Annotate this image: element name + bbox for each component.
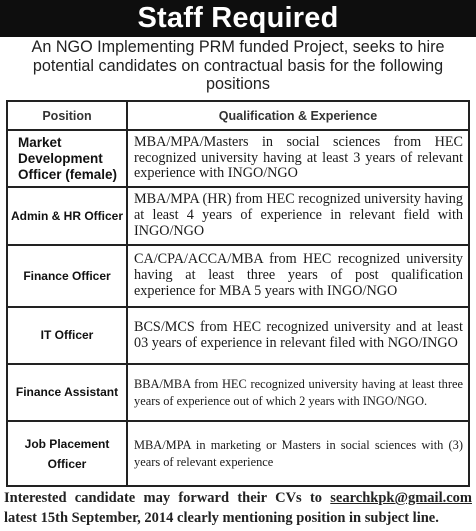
footer-text-after: latest 15th September, 2014 clearly mentioning position in subject line. xyxy=(4,510,439,526)
table-row xyxy=(7,245,469,307)
position-name: Job Placement Officer xyxy=(7,421,127,486)
qualification-text: BCS/MCS from HEC recognized university and at least 03 years of experience in relevant filed with NGO/INGO xyxy=(127,307,469,364)
column-header-position: Position xyxy=(7,101,127,130)
table-header-row xyxy=(7,101,469,130)
table-row xyxy=(7,364,469,421)
intro-text: An NGO Implementing PRM funded Project, seeks to hire potential candidates on contractual basis for the following positions xyxy=(31,38,445,93)
email-link[interactable]: searchkpk@gmail.com xyxy=(330,490,472,506)
table-row xyxy=(7,421,469,486)
application-instructions xyxy=(4,488,472,528)
table-row xyxy=(7,130,469,187)
column-header-qualification: Qualification & Experience xyxy=(127,101,469,130)
position-name: Admin & HR Officer xyxy=(7,187,127,245)
position-name: Finance Assistant xyxy=(7,364,127,421)
positions-table xyxy=(6,100,470,487)
qualification-text: CA/CPA/ACCA/MBA from HEC recognized university having at least three years of post qualification experience for MBA 5 years with INGO/NGO xyxy=(127,245,469,307)
table-row xyxy=(7,307,469,364)
position-name: Market Development Officer (female) xyxy=(7,130,127,187)
position-name: IT Officer xyxy=(7,307,127,364)
footer-text-before: Interested candidate may forward their CVs to xyxy=(4,490,331,506)
position-name: Finance Officer xyxy=(7,245,127,307)
ad-title: Staff Required xyxy=(0,0,476,37)
qualification-text: MBA/MPA/Masters in social sciences from HEC recognized university having at least 3 years of relevant experience with INGO/NGO xyxy=(127,130,469,187)
qualification-text: BBA/MBA from HEC recognized university having at least three years of experience out of which 2 years with INGO/NGO. xyxy=(127,364,469,421)
qualification-text: MBA/MPA (HR) from HEC recognized university having at least 4 years of experience in relevant field with INGO/NGO xyxy=(127,187,469,245)
table-row xyxy=(7,187,469,245)
qualification-text: MBA/MPA in marketing or Masters in social sciences with (3) years of relevant experience xyxy=(127,421,469,486)
